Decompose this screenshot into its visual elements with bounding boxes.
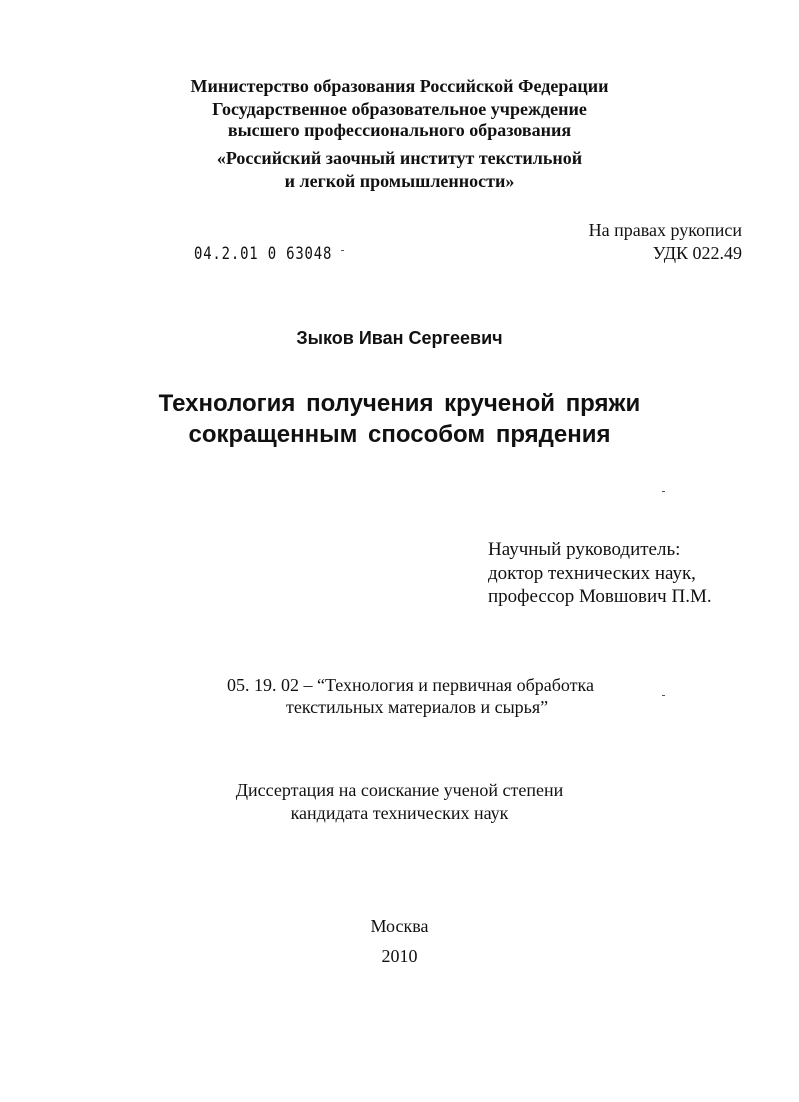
registration-stamp: 04.2.01 0 63048: [194, 244, 333, 264]
city: Москва: [370, 916, 429, 936]
specialty-line-2: текстильных материалов и сырья”: [286, 697, 549, 717]
advisor-name: профессор Мовшович П.М.: [488, 586, 712, 607]
stamp-mark: [341, 250, 344, 251]
ministry-line: Министерство образования Российской Федерации: [190, 76, 609, 96]
thesis-title-line-1: Технология получения крученой пряжи: [158, 390, 641, 417]
udc-code: УДК 022.49: [652, 243, 742, 263]
year: 2010: [381, 946, 418, 966]
scan-speck: [662, 695, 665, 696]
advisor-role: Научный руководитель:: [488, 539, 681, 560]
degree-line-2: кандидата технических наук: [290, 803, 509, 823]
advisor-degree: доктор технических наук,: [488, 563, 696, 584]
scan-speck: [662, 491, 665, 492]
specialty-line-1: 05. 19. 02 – “Технология и первичная обработка: [227, 675, 594, 695]
institute-name-line-1: «Российский заочный институт текстильной: [216, 148, 583, 168]
degree-line-1: Диссертация на соискание ученой степени: [235, 780, 564, 800]
thesis-title-line-2: сокращенным способом прядения: [188, 421, 611, 448]
author-name: Зыков Иван Сергеевич: [296, 328, 503, 348]
manuscript-rights: На правах рукописи: [588, 220, 742, 240]
education-level-line: высшего профессионального образования: [227, 120, 572, 140]
institution-type-line: Государственное образовательное учреждение: [212, 99, 587, 119]
institute-name-line-2: и легкой промышленности»: [284, 171, 515, 191]
